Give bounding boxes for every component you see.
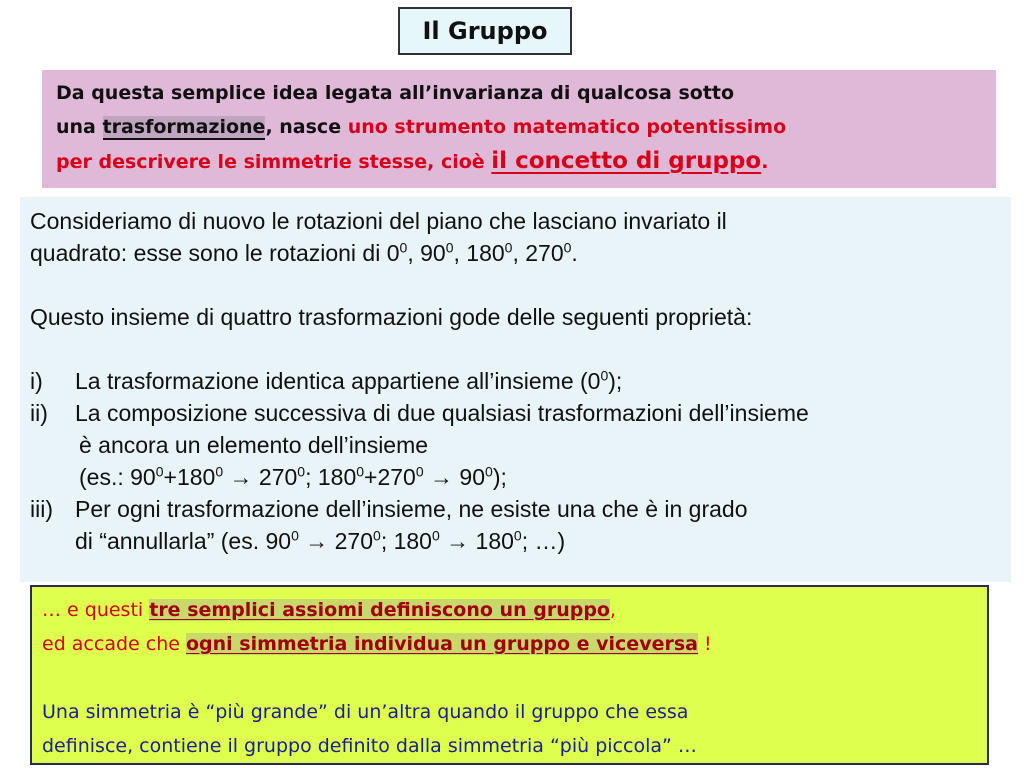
main-p1-line2: quadrato: esse sono le rotazioni di $0^0$, $90^0$, $180^0$, $270^0$. [30, 239, 578, 266]
main-text-box [20, 197, 1011, 582]
intro-red-text: uno strumento matematico potentissimo [347, 116, 787, 138]
conclusion-line-2: ed accade che ogni simmetria individua un gruppo e viceversa ! [42, 633, 712, 655]
axioms-highlight: tre semplici assiomi definiscono un gruppo [149, 599, 610, 621]
slide-title: Il Gruppo [398, 7, 572, 55]
intro-line-3: per descrivere le simmetrie stesse, cioè il concetto di gruppo. [56, 148, 769, 174]
concept-of-group: il concetto di gruppo [491, 148, 762, 174]
main-p2: Questo insieme di quattro trasformazioni gode delle seguenti proprietà: [30, 304, 753, 330]
intro-line-1: Da questa semplice idea legata all’invarianza di qualcosa sotto [56, 82, 735, 104]
intro-line-2: una trasformazione, nasce uno strumento matematico potentissimo [56, 116, 787, 138]
list-item-ii-example: (es.: $90^0+180^0 \to 270^0$; $180^0+270^0 \to 90^0$); [79, 463, 507, 490]
list-item-iii: iii) Per ogni trasformazione dell’insieme, ne esiste una che è in grado [30, 496, 748, 522]
conclusion-line-3: Una simmetria è “più grande” di un’altra quando il gruppo che essa [42, 701, 689, 723]
symmetry-group-highlight: ogni simmetria individua un gruppo e viceversa [185, 633, 698, 655]
list-item-ii-cont: è ancora un elemento dell’insieme [79, 432, 429, 458]
intro-box [42, 70, 996, 188]
list-item-iii-cont: di “annullarla” (es. $90^0 \to 270^0$; $180^0 \to 180^0$; …) [75, 527, 566, 554]
conclusion-line-1: … e questi tre semplici assiomi definiscono un gruppo, [42, 599, 617, 621]
list-item-i: i) La trasformazione identica appartiene all’insieme $(0^0)$; [30, 367, 623, 394]
conclusion-box [30, 585, 989, 765]
list-item-ii: ii) La composizione successiva di due qualsiasi trasformazioni dell’insieme [30, 400, 809, 426]
main-p1-line1: Consideriamo di nuovo le rotazioni del piano che lasciano invariato il [30, 208, 727, 234]
highlight-trasformazione: trasformazione [102, 116, 266, 138]
conclusion-line-4: definisce, contiene il gruppo definito dalla simmetria “più piccola” … [42, 735, 697, 757]
